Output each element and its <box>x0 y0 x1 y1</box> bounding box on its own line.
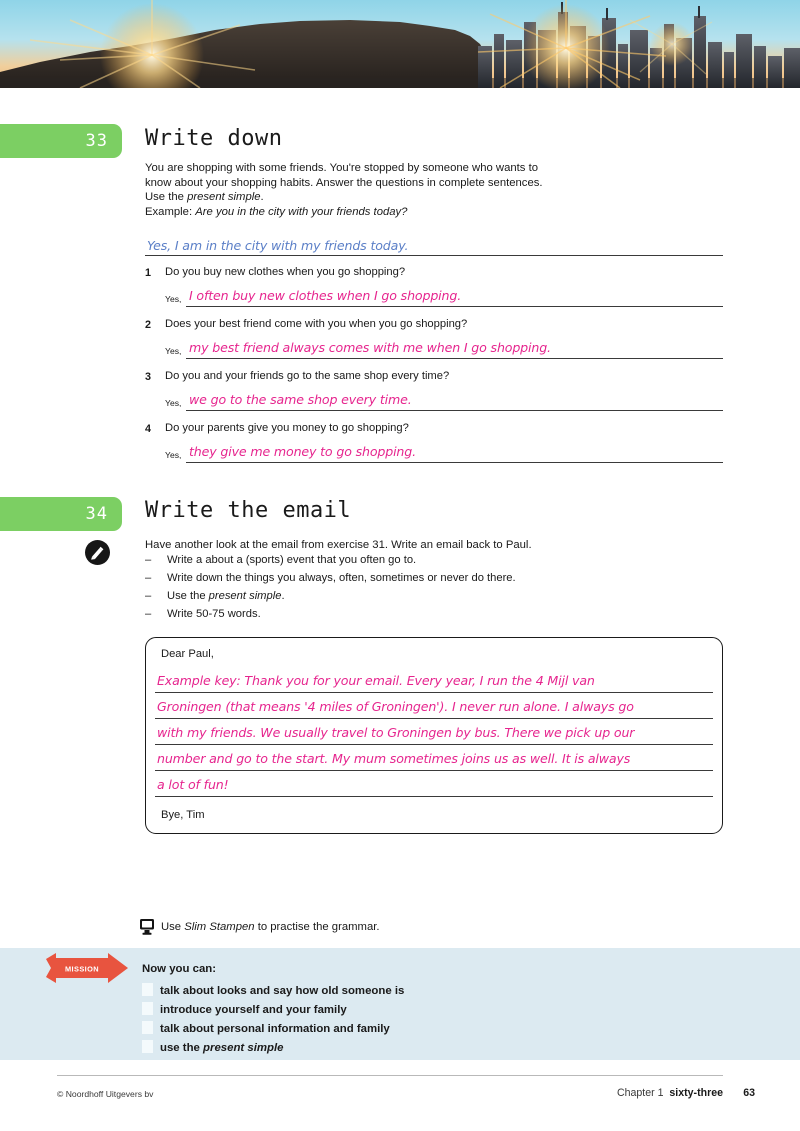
question-number-3: 3 <box>145 371 152 383</box>
mission-checkbox-4[interactable] <box>142 1040 153 1053</box>
mission-item-label-1: talk about looks and say how old someone is <box>160 985 405 997</box>
question-number-1: 1 <box>145 267 152 279</box>
email-rule-3 <box>155 744 713 745</box>
mission-item-label-2: introduce yourself and your family <box>160 1004 347 1016</box>
exercise-33-intro-line-3-post: . <box>260 191 264 204</box>
email-rule-5 <box>155 796 713 797</box>
answer-prefix-4: Yes, <box>165 450 182 460</box>
answer-rule-4 <box>186 462 723 463</box>
answer-handwriting-2: my best friend always comes with me when I go shopping. <box>189 340 551 355</box>
exercise-number-badge-33: 33 <box>0 124 122 158</box>
exercise-34-bullet-2: Write down the things you always, often, sometimes or never do there. <box>167 572 516 584</box>
email-greeting: Dear Paul, <box>161 648 214 660</box>
mission-badge-label: MISSION <box>64 964 100 974</box>
bullet-dash-1: – <box>145 554 152 566</box>
answer-rule-2 <box>186 358 723 359</box>
mission-arrow-badge <box>46 953 128 988</box>
email-rule-4 <box>155 770 713 771</box>
email-body-line-4: number and go to the start. My mum sometimes joins us as well. It is always <box>157 751 631 766</box>
exercise-34-bullet-3-emphasis: present simple <box>208 590 282 602</box>
exercise-33-intro-emphasis: present simple <box>187 191 261 204</box>
example-answer-rule <box>145 255 723 256</box>
answer-prefix-1: Yes, <box>165 294 182 304</box>
email-rule-1 <box>155 692 713 693</box>
question-number-4: 4 <box>145 423 152 435</box>
email-body-line-5: a lot of fun! <box>157 777 229 792</box>
question-text-2: Does your best friend come with you when you go shopping? <box>165 318 468 330</box>
exercise-34-intro: Have another look at the email from exercise 31. Write an email back to Paul. <box>145 539 532 551</box>
email-body-line-2: Groningen (that means '4 miles of Groningen'). I never run alone. I always go <box>157 699 634 714</box>
email-body-line-1: Example key: Thank you for your email. Every year, I run the 4 Mijl van <box>157 673 595 688</box>
question-text-3: Do you and your friends go to the same shop every time? <box>165 370 450 382</box>
footer-divider <box>57 1075 723 1076</box>
email-body-line-3: with my friends. We usually travel to Groningen by bus. There we pick up our <box>157 725 635 740</box>
monitor-icon <box>140 919 154 940</box>
pencil-icon <box>85 540 110 565</box>
bullet-dash-3: – <box>145 590 152 602</box>
exercise-33-intro-line-3-pre: Use the <box>145 191 188 204</box>
mission-item-label-4-emphasis: present simple <box>203 1042 284 1054</box>
exercise-34-bullet-1: Write a about a (sports) event that you often go to. <box>167 554 417 566</box>
answer-handwriting-3: we go to the same shop every time. <box>189 392 412 407</box>
mission-heading: Now you can: <box>142 963 217 975</box>
stampen-product-name: Slim Stampen <box>184 921 255 933</box>
bullet-dash-2: – <box>145 572 152 584</box>
email-signoff: Bye, Tim <box>161 809 205 821</box>
mission-checkbox-3[interactable] <box>142 1021 153 1034</box>
answer-handwriting-4: they give me money to go shopping. <box>189 444 416 459</box>
exercise-title-34: Write the email <box>145 498 352 523</box>
answer-rule-3 <box>186 410 723 411</box>
footer-chapter-label: Chapter 1 <box>616 1087 664 1099</box>
exercise-title-33: Write down <box>145 126 283 151</box>
question-text-1: Do you buy new clothes when you go shopping? <box>165 266 406 278</box>
exercise-34-bullet-3-pre: Use the <box>167 590 209 602</box>
bullet-dash-4: – <box>145 608 152 620</box>
footer-page-word: sixty-three <box>669 1087 723 1099</box>
exercise-33-intro-line-2: know about your shopping habits. Answer the questions in complete sentences. <box>145 176 543 189</box>
example-answer-handwriting: Yes, I am in the city with my friends today. <box>147 238 409 253</box>
example-label: Example: <box>145 205 196 218</box>
stampen-text-pre: Use <box>161 921 185 933</box>
mission-item-label-3: talk about personal information and family <box>160 1023 390 1035</box>
mission-checkbox-1[interactable] <box>142 983 153 996</box>
question-text-4: Do your parents give you money to go shopping? <box>165 422 409 434</box>
question-number-2: 2 <box>145 319 152 331</box>
stampen-text-post: to practise the grammar. <box>254 921 380 933</box>
example-question: Are you in the city with your friends today? <box>195 205 408 218</box>
exercise-33-intro-line-1: You are shopping with some friends. You're stopped by someone who wants to <box>145 162 538 174</box>
mission-item-label-4-pre: use the <box>160 1042 204 1054</box>
footer-copyright: © Noordhoff Uitgevers bv <box>57 1089 154 1099</box>
email-rule-2 <box>155 718 713 719</box>
answer-prefix-3: Yes, <box>165 398 182 408</box>
mission-checkbox-2[interactable] <box>142 1002 153 1015</box>
answer-prefix-2: Yes, <box>165 346 182 356</box>
exercise-34-bullet-3-post: . <box>281 590 285 602</box>
answer-handwriting-1: I often buy new clothes when I go shopping. <box>189 288 462 303</box>
exercise-34-bullet-4: Write 50-75 words. <box>167 608 261 620</box>
header-banner-image <box>0 0 800 88</box>
exercise-number-badge-34: 34 <box>0 497 122 531</box>
footer-page-number: 63 <box>743 1087 755 1099</box>
answer-rule-1 <box>186 306 723 307</box>
